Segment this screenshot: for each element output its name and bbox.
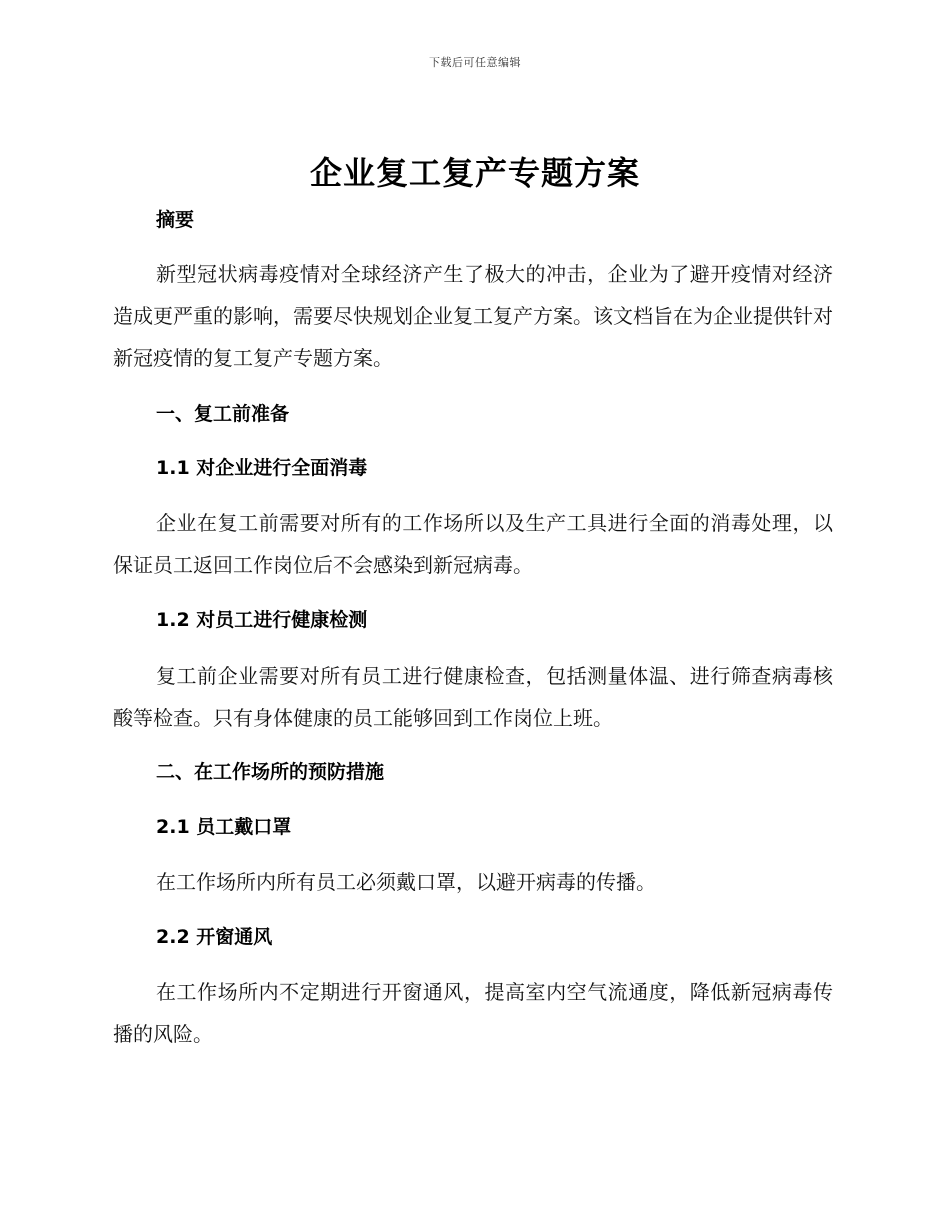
document-title: 企业复工复产专题方案 xyxy=(309,154,640,192)
section-1-heading: 一、复工前准备 xyxy=(156,403,290,425)
subsection-1-2-heading: 1.2 对员工进行健康检测 xyxy=(156,609,368,631)
subsection-2-1-paragraph: 在工作场所内所有员工必须戴口罩，以避开病毒的传播。 xyxy=(156,870,656,894)
abstract-paragraph: 新型冠状病毒疫情对全球经济产生了极大的冲击，企业为了避开疫情对经济造成更严重的影响，需要尽快规划企业复工复产方案。该文档旨在为企业提供针对新冠疫情的复工复产专题方案。 xyxy=(113,262,833,370)
subsection-2-2-heading: 2.2 开窗通风 xyxy=(156,926,273,948)
subsection-1-1-paragraph: 企业在复工前需要对所有的工作场所以及生产工具进行全面的消毒处理，以保证员工返回工作岗位后不会感染到新冠病毒。 xyxy=(113,511,833,577)
page-header-note: 下载后可任意编辑 xyxy=(429,56,521,69)
subsection-2-2-paragraph: 在工作场所内不定期进行开窗通风，提高室内空气流通度，降低新冠病毒传播的风险。 xyxy=(113,980,833,1046)
subsection-1-2-paragraph: 复工前企业需要对所有员工进行健康检查，包括测量体温、进行筛查病毒核酸等检查。只有身体健康的员工能够回到工作岗位上班。 xyxy=(113,664,833,730)
subsection-1-1-heading: 1.1 对企业进行全面消毒 xyxy=(156,457,368,479)
abstract-heading: 摘要 xyxy=(156,209,195,231)
subsection-2-1-heading: 2.1 员工戴口罩 xyxy=(156,816,292,838)
section-2-heading: 二、在工作场所的预防措施 xyxy=(156,761,385,783)
